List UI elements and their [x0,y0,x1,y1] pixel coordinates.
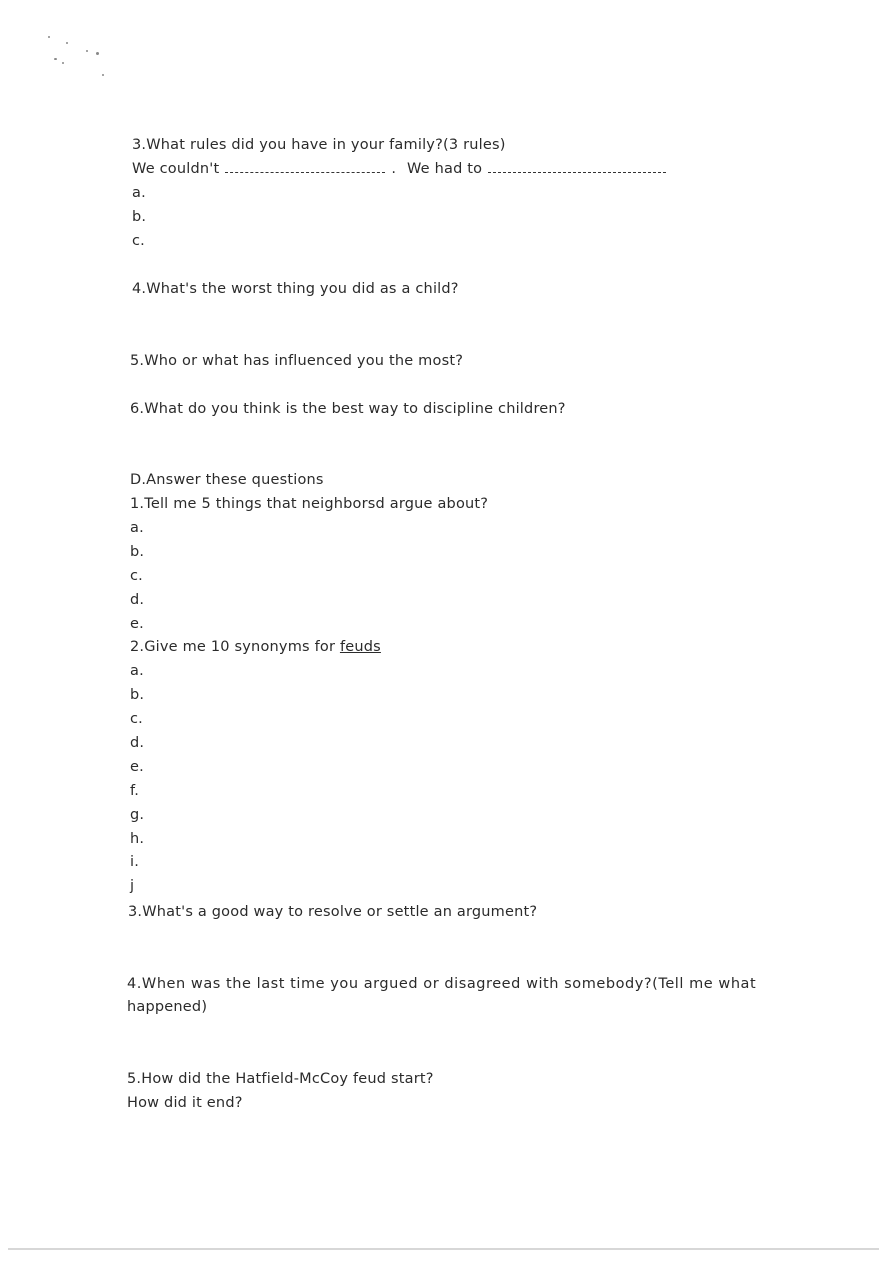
answer-blank-had-to[interactable] [488,162,666,173]
option-c3-a: a. [132,185,146,201]
question-d5-line2: How did it end? [127,1095,243,1111]
option-d2-i: i. [130,854,140,870]
question-d4-line2: happened) [127,999,208,1015]
question-c3: 3.What rules did you have in your family?(3 rules) [132,137,506,153]
rules-prompt-line [132,160,672,178]
keyword-feuds: feuds [339,639,381,655]
question-d2 [130,638,381,656]
option-d1-d: d. [130,592,145,608]
answer-blank-couldnt[interactable] [225,162,385,173]
section-d-heading: D.Answer these questions [130,472,324,488]
question-d5-line1: 5.How did the Hatfield-McCoy feud start? [127,1071,434,1087]
option-d2-h: h. [130,831,145,847]
question-d3: 3.What's a good way to resolve or settle an argument? [128,904,538,920]
option-d2-j: j [130,878,135,894]
option-c3-c: c. [132,233,145,249]
option-d2-g: g. [130,807,145,823]
option-d2-f: f. [130,783,140,799]
question-c5: 5.Who or what has influenced you the most? [130,353,464,369]
option-d2-e: e. [130,759,144,775]
option-d2-d: d. [130,735,145,751]
option-d1-b: b. [130,544,145,560]
question-c6: 6.What do you think is the best way to discipline children? [130,401,566,417]
prompt-period: . [391,161,397,177]
option-d1-c: c. [130,568,143,584]
question-d1: 1.Tell me 5 things that neighborsd argue about? [130,496,489,512]
option-d2-c: c. [130,711,143,727]
question-c4: 4.What's the worst thing you did as a child? [132,281,459,297]
prompt-couldnt: We couldn't [132,161,220,177]
option-c3-b: b. [132,209,147,225]
scan-specks [40,30,120,90]
question-d4-line1: 4.When was the last time you argued or disagreed with somebody?(Tell me what [127,976,757,992]
prompt-had-to: We had to [406,161,483,177]
option-d1-a: a. [130,520,144,536]
option-d2-b: b. [130,687,145,703]
question-d2-prefix: 2.Give me 10 synonyms for [130,639,336,655]
page-bottom-edge [8,1248,879,1250]
option-d2-a: a. [130,663,144,679]
option-d1-e: e. [130,616,144,632]
